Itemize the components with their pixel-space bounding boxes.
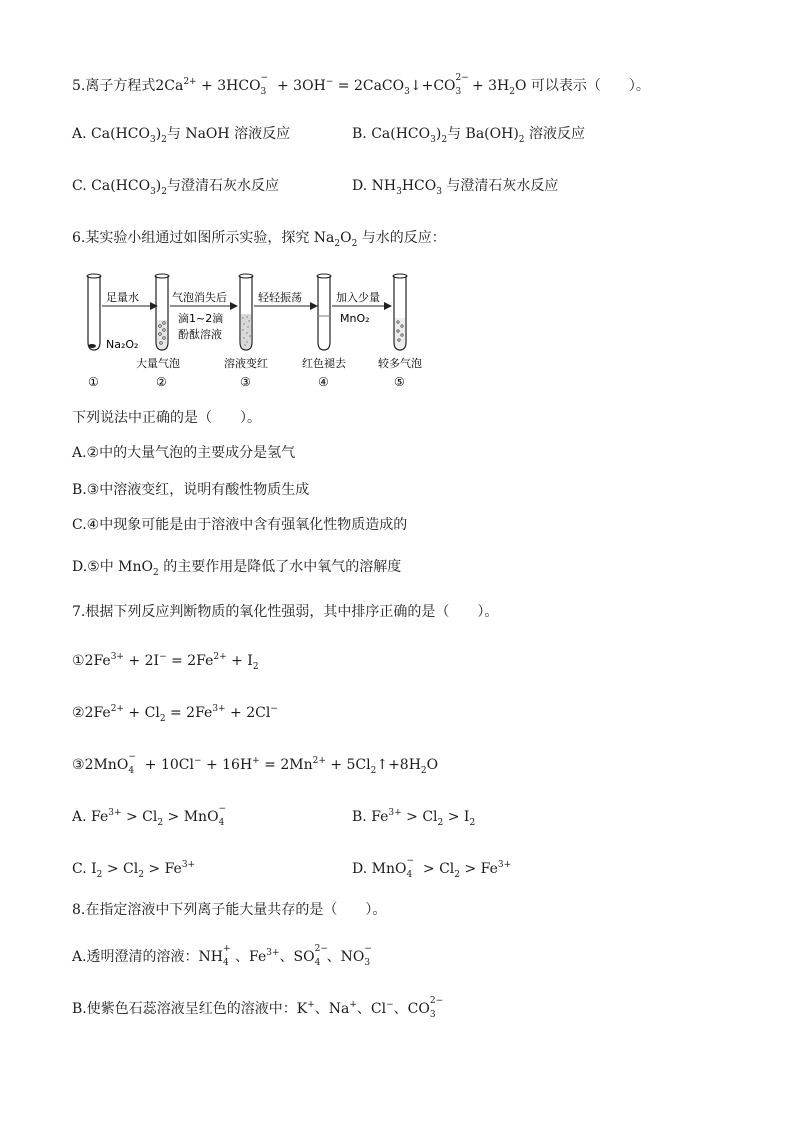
tube-4-caption: 红色褪去 [302,357,346,370]
q7-option-b: B. $Fe^{3+} > Cl_2 > I_2$ [352,808,476,828]
q6-option-c: C.④中现象可能是由于溶液中含有强氧化性物质造成的 [72,517,408,533]
q6-option-a: A.②中的大量气泡的主要成分是氢气 [72,445,296,461]
q6-option-b: B.③中溶液变红，说明有酸性物质生成 [72,482,310,498]
test-tube-4 [317,274,331,350]
q7-option-a: A. $Fe^{3+} > Cl_2$ > MnO − 4 [72,804,227,828]
tube-2-number: ② [156,375,167,389]
q7-reaction-3: ③2MnO − 4 + $10Cl^- + 16H^+ = 2Mn^{2+}$ + $5Cl_2↑+8H_2O$ [72,752,439,776]
tube-3-number: ③ [240,375,251,389]
q8-stem: 8.在指定溶液中下列离子能大量共存的是（ ）。 [72,902,387,918]
tube-3-caption: 溶液变红 [224,357,268,370]
tube-4-number: ④ [318,375,329,389]
arrow-2-bottom-label-1: 滴1~2滴 [178,312,224,325]
arrow-1-label: 足量水 [106,291,139,304]
tube-1-number: ① [88,375,99,389]
q5-option-d: D. $NH_3HCO_3$ 与澄清石灰水反应 [352,178,559,197]
test-tube-1 [87,274,101,350]
tube-5-caption: 较多气泡 [378,357,422,370]
q7-reaction-1: $①2Fe^{3+} + 2I^- = 2Fe^{2+} + I_2$ [72,652,259,672]
test-tube-3 [239,274,253,350]
q6-stem: 6.某实验小组通过如图所示实验，探究 $Na_2O_2$ 与水的反应： [72,230,446,249]
q6-question: 下列说法中正确的是（ ）。 [72,410,261,426]
q7-option-d: D. MnO − 4 > $Cl_2 > Fe^{3+}$ [352,856,512,880]
reagent-label: Na₂O₂ [106,338,139,351]
arrow-2-top-label: 气泡消失后 [172,291,227,304]
arrow-4-bottom-label: MnO₂ [340,312,370,325]
q7-reaction-2: $②2Fe^{2+} + Cl_2 = 2Fe^{3+} + 2Cl^-$ [72,704,278,724]
test-tube-5 [393,274,407,350]
q8-option-a: A.透明澄清的溶液：NH + 4 、$Fe^{3+}$、SO 2− 4 、NO − 3 [72,944,372,968]
q5-option-a: A. $Ca(HCO_3)_2$与 NaOH 溶液反应 [72,126,291,145]
q8-option-b: B.使紫色石蕊溶液呈红色的溶液中：K+、Na+、Cl−、CO 2− 3 [72,996,444,1020]
q7-option-c: C. $I_2 > Cl_2 > Fe^{3+}$ [72,860,196,880]
test-tube-2 [155,274,169,350]
q5-option-c: C. $Ca(HCO_3)_2$与澄清石灰水反应 [72,178,279,197]
experiment-diagram [72,270,442,400]
arrow-3-label: 轻轻振荡 [258,291,302,304]
q7-stem: 7.根据下列反应判断物质的氧化性强弱，其中排序正确的是（ ）。 [72,604,499,620]
q5-stem: 5.离子方程式$2Ca^{2+} + 3HCO$ − 3 + 3OH− = 2CaCO$_3$↓+CO 2− 3 + $3H_2O$ 可以表示（ ）。 [72,73,650,97]
q5-option-b: B. $Ca(HCO_3)_2$与 $Ba(OH)_2$ 溶液反应 [352,126,585,145]
arrow-2-bottom-label-2: 酚酞溶液 [178,328,222,341]
q6-option-d: D.⑤中 MnO$_2$ 的主要作用是降低了水中氧气的溶解度 [72,559,402,578]
arrow-4-top-label: 加入少量 [336,291,380,304]
tube-5-number: ⑤ [394,375,405,389]
tube-2-caption: 大量气泡 [136,357,180,370]
